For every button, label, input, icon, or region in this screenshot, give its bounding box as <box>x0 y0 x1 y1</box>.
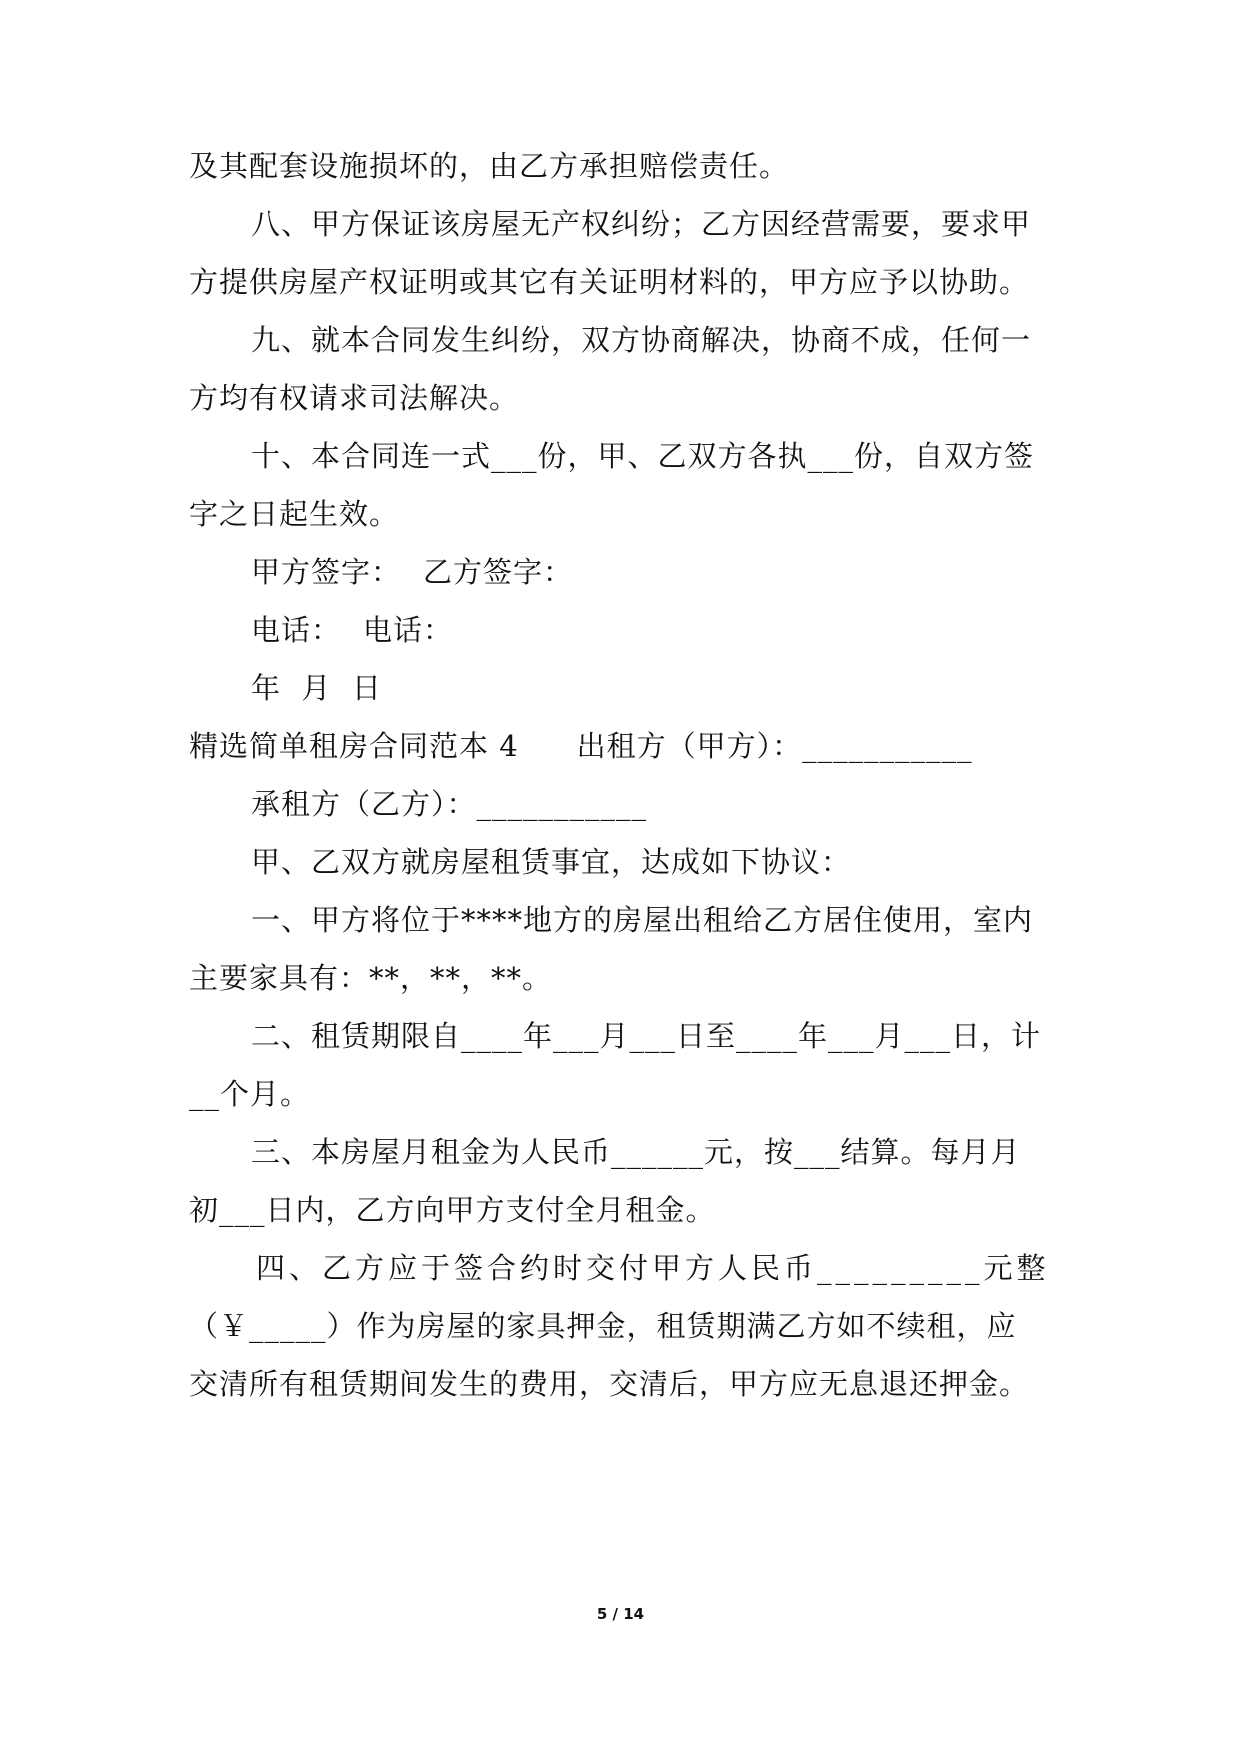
paragraph-line: 方均有权请求司法解决。 <box>189 381 520 415</box>
paragraph-line: 一、甲方将位于****地方的房屋出租给乙方居住使用，室内 <box>251 903 1034 937</box>
paragraph-line: 字之日起生效。 <box>189 497 400 531</box>
paragraph-line: 九、就本合同发生纠纷，双方协商解决，协商不成，任何一 <box>251 323 1032 357</box>
paragraph-line: 八、甲方保证该房屋无产权纠纷；乙方因经营需要，要求甲 <box>251 207 1032 241</box>
date-line: 年 月 日 <box>251 671 382 705</box>
paragraph-line: __个月。 <box>189 1077 311 1111</box>
paragraph-line: 四、乙方应于签合约时交付甲方人民币_________元整 <box>256 1251 1050 1285</box>
paragraph-line: 十、本合同连一式___份，甲、乙双方各执___份，自双方签 <box>251 439 1035 473</box>
section-title-line <box>189 726 973 766</box>
party-b-signature-label: 乙方签字： <box>423 555 574 589</box>
lessor-field: 出租方（甲方）：___________ <box>576 729 973 763</box>
party-a-phone-label: 电话： <box>251 613 342 647</box>
phone-line <box>251 610 453 650</box>
paragraph-line: 交清所有租赁期间发生的费用，交清后，甲方应无息退还押金。 <box>189 1367 1030 1401</box>
party-b-phone-label: 电话： <box>363 613 454 647</box>
section-title: 精选简单租房合同范本 4 <box>189 729 519 763</box>
party-a-signature-label: 甲方签字： <box>251 555 402 589</box>
paragraph-line: 初___日内，乙方向甲方支付全月租金。 <box>189 1193 716 1227</box>
paragraph-line: 主要家具有：**，**，**。 <box>189 961 553 995</box>
paragraph-line: （￥_____）作为房屋的家具押金，租赁期满乙方如不续租，应 <box>189 1309 1017 1343</box>
paragraph-line: 三、本房屋月租金为人民币______元，按___结算。每月月 <box>251 1135 1021 1169</box>
paragraph-line: 及其配套设施损坏的，由乙方承担赔偿责任。 <box>189 149 790 183</box>
lessee-field: 承租方（乙方）：___________ <box>251 787 648 821</box>
paragraph-line: 二、租赁期限自____年___月___日至____年___月___日，计 <box>251 1019 1042 1053</box>
paragraph-line: 方提供房屋产权证明或其它有关证明材料的，甲方应予以协助。 <box>189 265 1030 299</box>
paragraph-line: 甲、乙双方就房屋租赁事宜，达成如下协议： <box>251 845 852 879</box>
signature-line <box>251 552 573 592</box>
page-number: 5 / 14 <box>596 1605 645 1623</box>
